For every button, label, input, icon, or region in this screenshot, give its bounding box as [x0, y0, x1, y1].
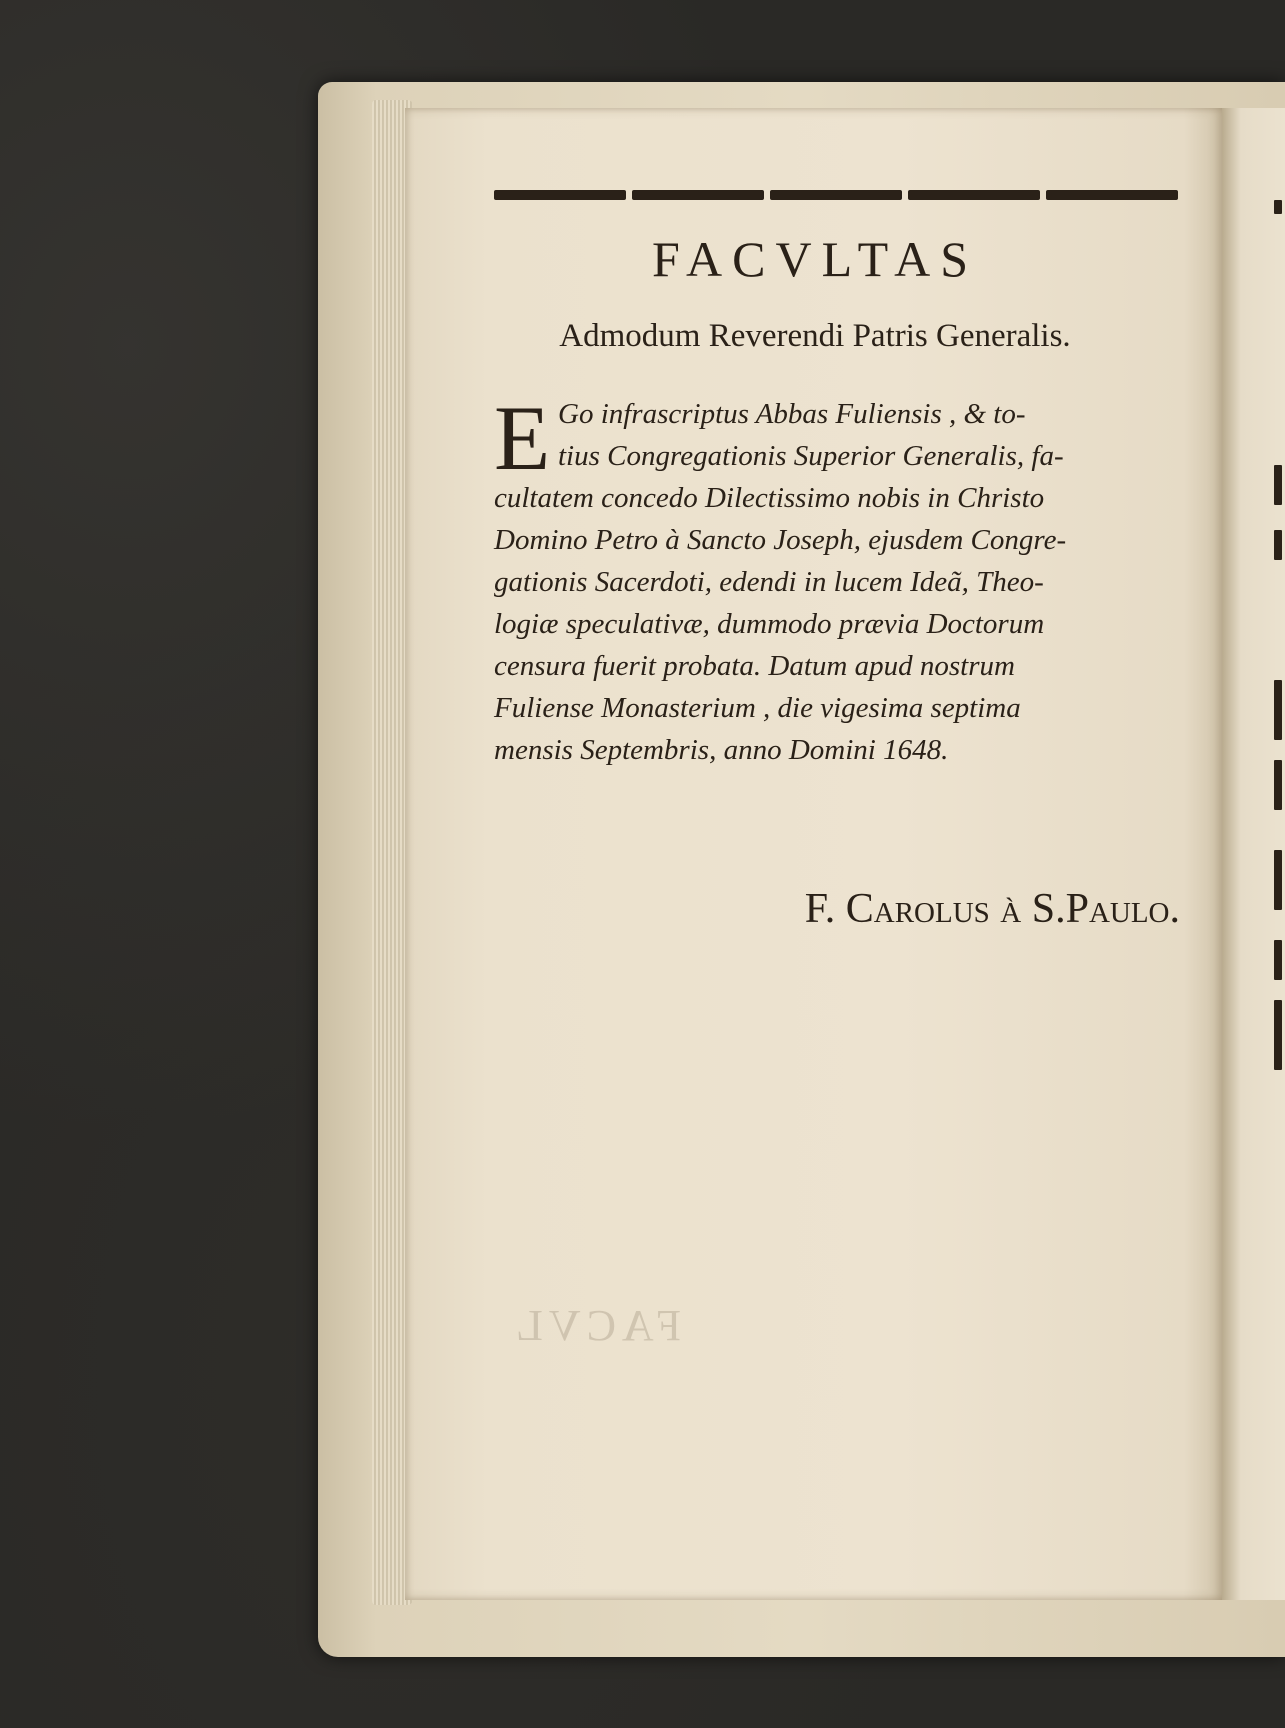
text-line: gationis Sacerdoti, edendi in lucem Ideã, Theo- — [494, 566, 1044, 598]
text-line: cultatem concedo Dilectissimo nobis in Christo — [494, 482, 1045, 514]
text-line: Go infrascriptus Abbas Fuliensis , & to- — [558, 398, 1026, 430]
right-page-text-fragments — [1272, 200, 1285, 1100]
show-through-text: FACVL — [510, 1301, 681, 1350]
text-line: mensis Septembris, anno Domini 1648. — [494, 734, 949, 766]
text-line: logiæ speculativæ, dummodo prævia Doctorum — [494, 608, 1045, 640]
page-subtitle: Admodum Reverendi Patris Generalis. — [559, 318, 1071, 354]
text-line: Domino Petro à Sancto Joseph, ejusdem Congre- — [494, 524, 1067, 556]
text-line: tius Congregationis Superior Generalis, fa- — [558, 440, 1064, 472]
text-line: Fuliense Monasterium , die vigesima septima — [494, 692, 1021, 724]
signature: F. Carolus à S.Paulo. — [804, 886, 1180, 932]
page-title: FACVLTAS — [651, 231, 979, 287]
ornamental-rule — [494, 188, 1178, 202]
body-text — [494, 387, 1184, 771]
drop-cap: E — [494, 387, 551, 489]
text-line: censura fuerit probata. Datum apud nostrum — [494, 650, 1015, 682]
